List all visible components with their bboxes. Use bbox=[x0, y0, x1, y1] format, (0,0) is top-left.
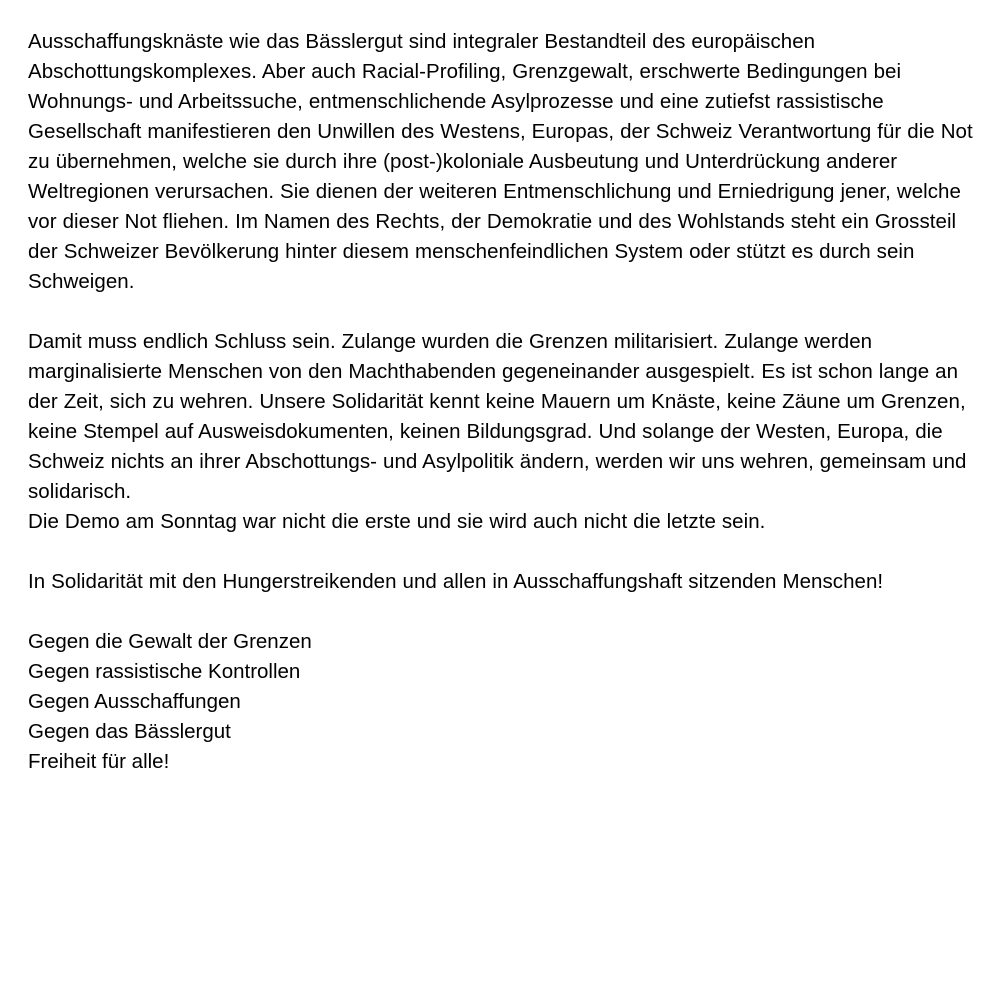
slogan-item: Gegen das Bässlergut bbox=[28, 720, 231, 743]
paragraph-demand: Damit muss endlich Schluss sein. Zulange wurden die Grenzen militarisiert. Zulange werden marginalisierte Menschen von den Machthabenden gegeneinander ausgespielt. Es ist schon lange an der Zeit, sich zu wehren. Unsere Solidarität kennt keine Mauern um Knäste, keine Zäune um Grenzen, keine Stempel auf Ausweisdokumenten, keinen Bildungsgrad. Und solange der Westen, Europa, die Schweiz nichts an ihrer Abschottungs- und Asylpolitik ändern, werden wir uns wehren, gemeinsam und solidarisch. bbox=[28, 330, 967, 503]
paragraph-demo-note: Die Demo am Sonntag war nicht die erste und sie wird auch nicht die letzte sein. bbox=[28, 510, 766, 533]
slogan-item: Freiheit für alle! bbox=[28, 750, 170, 773]
slogan-item: Gegen die Gewalt der Grenzen bbox=[28, 630, 312, 653]
slogan-item: Gegen Ausschaffungen bbox=[28, 690, 241, 713]
paragraph-intro: Ausschaffungsknäste wie das Bässlergut sind integraler Bestandteil des europäischen Abschottungskomplexes. Aber auch Racial-Profiling, Grenzgewalt, erschwerte Bedingungen bei Wohnungs- und Arbeitssuche, entmenschlichende Asylprozesse und eine zutiefst rassistische Gesellschaft manifestieren den Unwillen des Westens, Europas, der Schweiz Verantwortung für die Not zu übernehmen, welche sie durch ihre (post-)koloniale Ausbeutung und Unterdrückung anderer Weltregionen verursachen. Sie dienen der weiteren Entmenschlichung und Erniedrigung jener, welche vor dieser Not fliehen. Im Namen des Rechts, der Demokratie und des Wohlstands steht ein Grossteil der Schweizer Bevölkerung hinter diesem menschenfeindlichen System oder stützt es durch sein Schweigen. bbox=[28, 30, 973, 293]
slogan-list bbox=[28, 627, 978, 777]
paragraph-solidarity: In Solidarität mit den Hungerstreikenden und allen in Ausschaffungshaft sitzenden Menschen! bbox=[28, 570, 884, 593]
slogan-item: Gegen rassistische Kontrollen bbox=[28, 660, 301, 683]
